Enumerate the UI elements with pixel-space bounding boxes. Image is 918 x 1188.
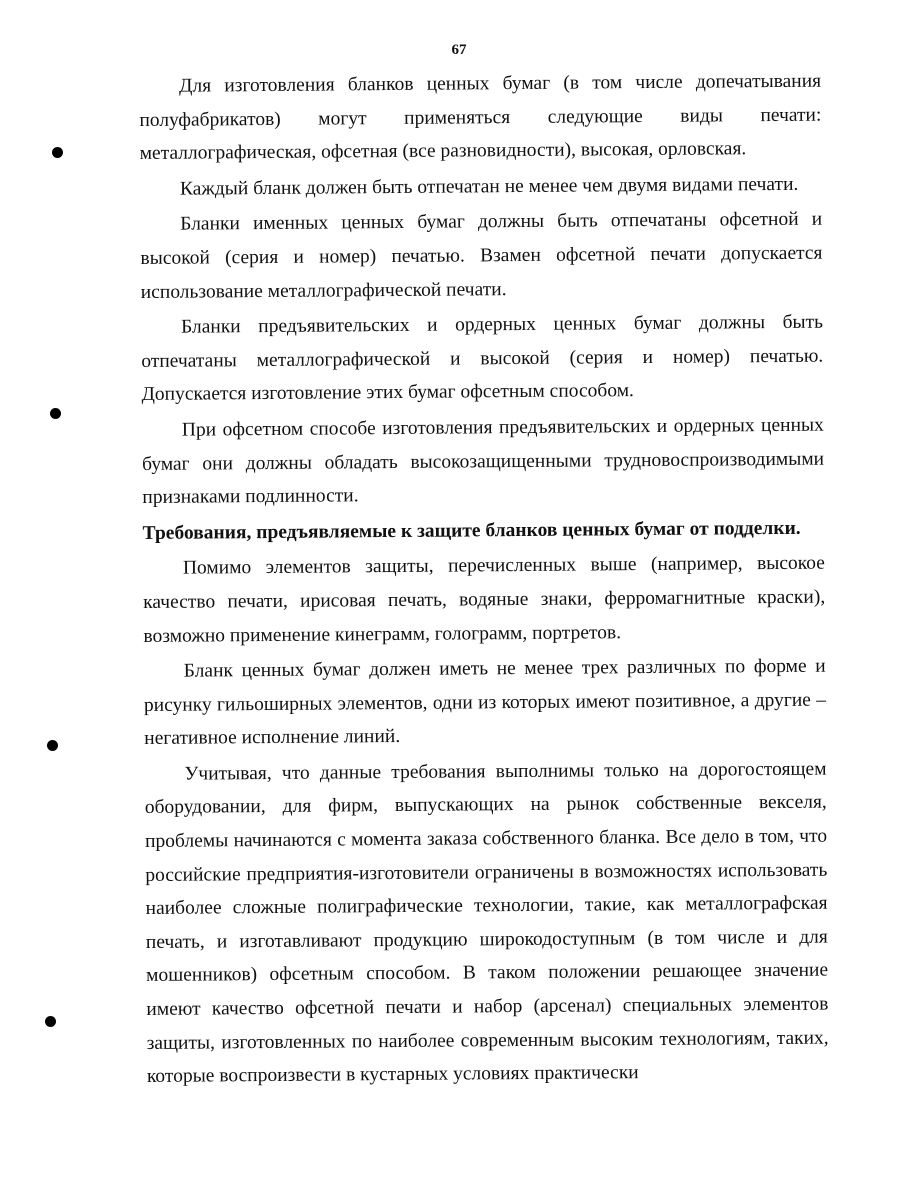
paragraph-offset-method: При офсетном способе изготовления предъявительских и ордерных ценных бумаг они должны обладать высокозащищенными трудновоспроизводимыми признаками подлинности.	[142, 414, 825, 509]
section-heading: Требования, предъявляемые к защите бланков ценных бумаг от подделки.	[142, 517, 801, 544]
paragraph-expensive-equipment: Учитывая, что данные требования выполнимы только на дорогостоящем оборудовании, для фирм, выпускающих на рынок собственные векселя, проблемы начинаются с момента заказа собственного бланка. Все дело в том, что российские предприятия-изготовители ограничены в возможностях использовать наиболее сложные полиграфические технологии, такие, как металлографская печать, и изготавливают продукцию широкодоступным (в том числе и для мошенников) офсетным способом. В таком положении решающее значение имеют качество офсетной печати и набор (арсенал) специальных элементов защиты, изготовленных по наиболее современным высоким технологиям, таких, которые воспроизвести в кустарных условиях практически	[144, 758, 829, 1088]
paragraph-registered-securities: Бланки именных ценных бумаг должны быть отпечатаны офсетной и высокой (серия и номер) печатью. Взамен офсетной печати допускается использование металлографической печати.	[140, 209, 823, 303]
punch-hole-mark	[52, 147, 63, 158]
page-number: 67	[451, 42, 467, 58]
punch-hole-mark	[47, 740, 58, 751]
paragraph-bearer-securities: Бланки предъявительских и ордерных ценных бумаг должны быть отпечатаны металлографической и высокой (серия и номер) печатью. Допускается изготовление этих бумаг офсетным способом.	[141, 311, 824, 406]
paragraph-two-print-types: Каждый бланк должен быть отпечатан не менее чем двумя видами печати.	[179, 173, 799, 200]
document-body	[139, 65, 829, 1094]
punch-hole-mark	[45, 1016, 56, 1027]
paragraph-print-types: Для изготовления бланков ценных бумаг (в том числе допечатывания полуфабрикатов) могут применяться следующие виды печати: металлографическая, офсетная (все разновидности), высокая, орловская.	[139, 70, 822, 165]
paragraph-guilloche-elements: Бланк ценных бумаг должен иметь не менее трех различных по форме и рисунку гильоширных элементов, одни из которых имеют позитивное, а другие – негативное исполнение линий.	[143, 655, 827, 750]
punch-hole-mark	[50, 408, 61, 419]
paragraph-protection-elements: Помимо элементов защиты, перечисленных выше (например, высокое качество печати, ирисовая печать, водяные знаки, ферромагнитные краски), возможно применение кинеграмм, голограмм, портретов.	[143, 552, 826, 647]
